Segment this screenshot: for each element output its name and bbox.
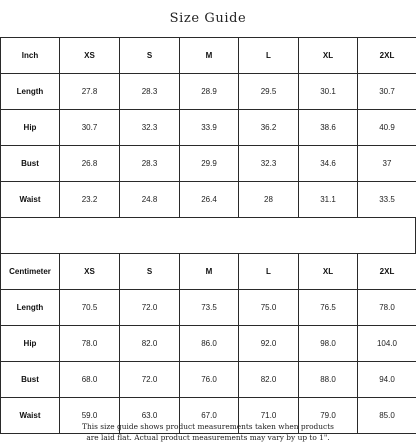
table-cell: 24.8: [120, 182, 180, 218]
row-label-length: Length: [1, 74, 60, 110]
note-line: are laid flat. Actual product measurements may vary by up to 1".: [86, 432, 330, 442]
table-cell: 38.6: [299, 110, 358, 146]
table-cell: 31.1: [299, 182, 358, 218]
table-cell: 73.5: [180, 290, 239, 326]
table-cell: 37: [358, 146, 416, 182]
table-cell: 30.7: [60, 110, 120, 146]
table-cell: 34.6: [299, 146, 358, 182]
row-label-hip: Hip: [1, 326, 60, 362]
size-header-2xl: 2XL: [358, 38, 416, 74]
table-header-row: [1, 38, 416, 74]
centimeter-size-table: [0, 253, 416, 434]
table-cell: 88.0: [299, 362, 358, 398]
table-cell: 71.0: [239, 398, 299, 434]
table-cell: 67.0: [180, 398, 239, 434]
table-cell: 23.2: [60, 182, 120, 218]
size-header-m: M: [180, 254, 239, 290]
table-cell: 40.9: [358, 110, 416, 146]
size-header-m: M: [180, 38, 239, 74]
table-cell: 63.0: [120, 398, 180, 434]
table-cell: 76.0: [180, 362, 239, 398]
table-cell: 72.0: [120, 290, 180, 326]
table-cell: 78.0: [358, 290, 416, 326]
table-cell: 78.0: [60, 326, 120, 362]
table-row: [1, 362, 416, 398]
table-cell: 30.1: [299, 74, 358, 110]
table-cell: 29.9: [180, 146, 239, 182]
size-header-s: S: [120, 38, 180, 74]
size-header-l: L: [239, 38, 299, 74]
table-cell: 27.8: [60, 74, 120, 110]
table-cell: 86.0: [180, 326, 239, 362]
table-cell: 82.0: [120, 326, 180, 362]
table-cell: 72.0: [120, 362, 180, 398]
table-cell: 36.2: [239, 110, 299, 146]
table-row: [1, 74, 416, 110]
table-row: [1, 182, 416, 218]
table-cell: 76.5: [299, 290, 358, 326]
table-cell: 79.0: [299, 398, 358, 434]
table-cell: 33.5: [358, 182, 416, 218]
table-spacer: [0, 217, 416, 253]
row-label-bust: Bust: [1, 146, 60, 182]
size-header-xs: XS: [60, 254, 120, 290]
inch-size-table: [0, 37, 416, 218]
table-cell: 28.9: [180, 74, 239, 110]
size-header-l: L: [239, 254, 299, 290]
table-cell: 104.0: [358, 326, 416, 362]
table-cell: 32.3: [120, 110, 180, 146]
table-cell: 70.5: [60, 290, 120, 326]
table-row: [1, 326, 416, 362]
table-row: [1, 110, 416, 146]
table-cell: 75.0: [239, 290, 299, 326]
table-cell: 94.0: [358, 362, 416, 398]
table-cell: 29.5: [239, 74, 299, 110]
size-header-s: S: [120, 254, 180, 290]
measurement-note: [0, 419, 416, 448]
row-label-waist: Waist: [1, 182, 60, 218]
row-label-waist: Waist: [1, 398, 60, 434]
table-cell: 68.0: [60, 362, 120, 398]
table-cell: 32.3: [239, 146, 299, 182]
page-title: Size Guide: [169, 10, 247, 26]
table-row: [1, 290, 416, 326]
table-cell: 98.0: [299, 326, 358, 362]
table-cell: 26.4: [180, 182, 239, 218]
table-cell: 28.3: [120, 146, 180, 182]
size-header-xl: XL: [299, 38, 358, 74]
table-cell: 28: [239, 182, 299, 218]
size-header-xs: XS: [60, 38, 120, 74]
row-label-length: Length: [1, 290, 60, 326]
unit-header: Inch: [1, 38, 60, 74]
row-label-hip: Hip: [1, 110, 60, 146]
unit-header: Centimeter: [1, 254, 60, 290]
table-cell: 30.7: [358, 74, 416, 110]
table-cell: 82.0: [239, 362, 299, 398]
size-header-2xl: 2XL: [358, 254, 416, 290]
table-cell: 85.0: [358, 398, 416, 434]
note-line: This size guide shows product measurements taken when products: [82, 422, 334, 431]
size-header-xl: XL: [299, 254, 358, 290]
row-label-bust: Bust: [1, 362, 60, 398]
table-cell: 59.0: [60, 398, 120, 434]
table-cell: 33.9: [180, 110, 239, 146]
table-cell: 26.8: [60, 146, 120, 182]
table-row: [1, 146, 416, 182]
table-cell: 28.3: [120, 74, 180, 110]
table-header-row: [1, 254, 416, 290]
table-cell: 92.0: [239, 326, 299, 362]
